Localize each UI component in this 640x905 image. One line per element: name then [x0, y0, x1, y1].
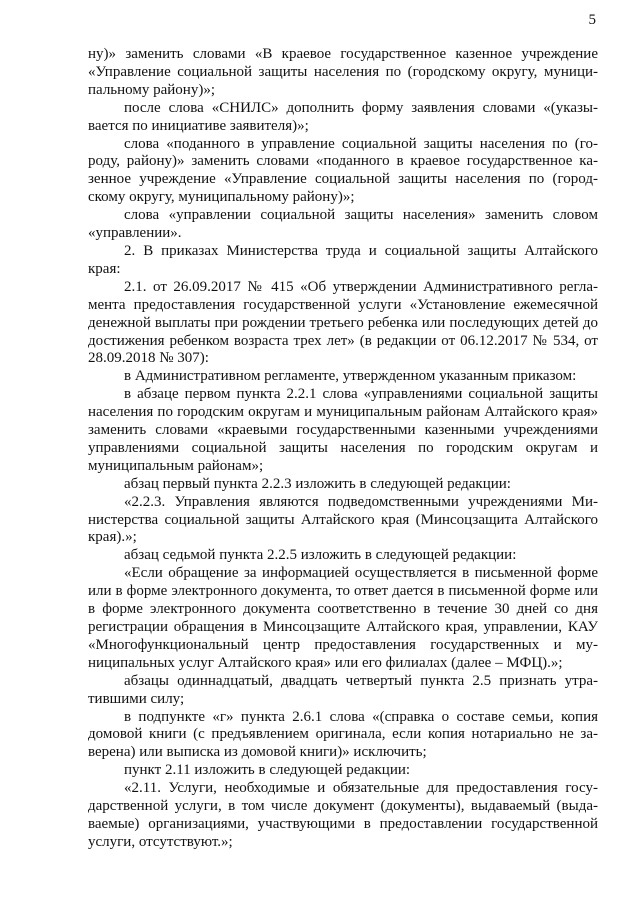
paragraph-14: в подпункте «г» пункта 2.6.1 слова «(справка о составе семьи, копия домовой книги (с предъявлением оригинала, если копия нотариально не заверена) или выписка из домовой книги)» исключить;: [88, 708, 598, 761]
paragraph-4: слова «управлении социальной защиты населения» заменить словом «управлении».: [88, 207, 598, 242]
paragraph-12: «Если обращение за информацией осуществляется в письменной форме или в форме электронного документа, то ответ дается в письменной форме или в форме электронного документа соответственно в течение 30 дней со дня регистрации обращения в Минсоцзащите Алтайского края, управлении, КАУ «Многофункциональный центр предоставления государственных и муниципальных услуг Алтайского края» или его филиалах (далее – МФЦ).»;: [88, 565, 598, 671]
page-number: 5: [588, 12, 596, 28]
paragraph-10: «2.2.3. Управления являются подведомственными учреждениями Министерства социальной защиты Алтайского края (Минсоцзащита Алтайского края).»;: [88, 493, 598, 546]
paragraph-11: абзац седьмой пункта 2.2.5 изложить в следующей редакции:: [124, 547, 517, 564]
paragraph-16: «2.11. Услуги, необходимые и обязательные для предоставления государственной услуги, в том числе документ (документы), выдаваемый (выдаваемые) организациями, участвующими в предоставлении государственной услуги, отсутствуют.»;: [88, 780, 598, 850]
paragraph-7: в Административном регламенте, утвержденном указанным приказом:: [124, 368, 577, 385]
paragraph-8: в абзаце первом пункта 2.2.1 слова «управлениями социальной защиты населения по городским округам и муниципальным районам Алтайского края» заменить словами «краевыми государственными казенными учреждениями управлениями социальной защиты населения по городским округам и муниципальным районам»;: [88, 386, 598, 474]
paragraph-1: ну)» заменить словами «В краевое государственное казенное учреждение «Управление социальной защиты населения по (городскому округу, муниципальному району)»;: [88, 46, 598, 98]
paragraph-15: пункт 2.11 изложить в следующей редакции:: [124, 762, 411, 779]
paragraph-5: 2. В приказах Министерства труда и социальной защиты Алтайского края:: [88, 242, 598, 277]
document-body: [88, 46, 598, 852]
paragraph-2: после слова «СНИЛС» дополнить форму заявления словами «(указывается по инициативе заявителя)»;: [88, 99, 598, 134]
paragraph-6: 2.1. от 26.09.2017 № 415 «Об утверждении Административного регламента предоставления государственной услуги «Установление ежемесячной денежной выплаты при рождении третьего ребенка или последующих детей до достижения ребенком возраста трех лет» (в редакции от 06.12.2017 № 534, от 28.09.2018 № 307):: [88, 278, 598, 367]
paragraph-9: абзац первый пункта 2.2.3 изложить в следующей редакции:: [124, 475, 511, 492]
paragraph-3: слова «поданного в управление социальной защиты населения по (городу, району)» заменить словами «поданного в краевое государственное казенное учреждение «Управление социальной защиты населения по (городскому округу, муниципальному району)»;: [88, 135, 598, 206]
paragraph-13: абзацы одиннадцатый, двадцать четвертый пункта 2.5 признать утратившими силу;: [88, 672, 598, 707]
